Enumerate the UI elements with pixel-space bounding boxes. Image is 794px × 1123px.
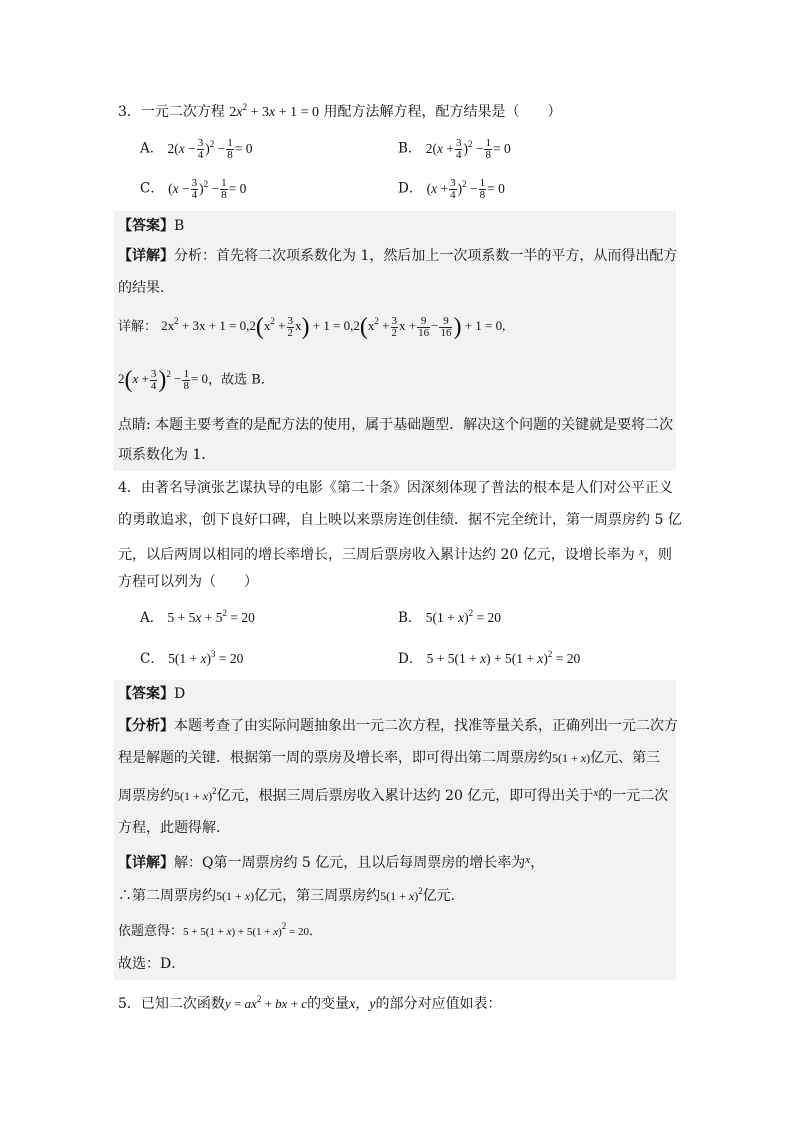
q4-analysis-line1: 【分析】本题考查了由实际问题抽象出一元二次方程，找准等量关系，正确列出一元二次方 (118, 718, 678, 734)
q4-stem-line2: 的勇敢追求，创下良好口碑，自上映以来票房连创佳绩．据不完全统计，第一周票房约 5 亿 (118, 512, 682, 528)
q3-comment-line1: 点睛: 本题主要考查的是配方法的使用，属于基础题型．解决这个问题的关键就是要将二次 (118, 417, 674, 433)
q3-option-c: C． (x − $\frac{3}{4}$ )$^2$ − $\frac{1}{8}$ = 0 (140, 177, 247, 201)
q4-option-a: A． $5 + 5x + 5^2 = 20$ (140, 608, 255, 626)
q4-analysis-line3: 周票房约$5(1 + x)^2$亿元，根据三周后票房收入累计达约 20 亿元，即可得出关于$^x$的一元二次 (118, 786, 669, 804)
q4-detail-line3: 依题意得：$5 + 5(1 + x) + 5(1 + x)^2 = 20$． (118, 921, 323, 939)
q4-detail-line1: 【详解】解：Q第一周票房约 5 亿元，且以后每周票房的增长率为$^x$， (118, 854, 545, 871)
q4-detail-line2: ∴第二周票房约5(1 + x)亿元，第三周票房约$5(1 + x)^2$亿元． (118, 886, 465, 904)
q3-answer: 【答案】B (118, 218, 185, 234)
q3-equation: $2x^2 + 3x + 1 = 0$ (229, 102, 320, 120)
q5-stem: 5．已知二次函数$y = ax^2$ + bx + c的变量x，y的部分对应值如表： (118, 994, 502, 1012)
q4-analysis-line2: 程是解题的关键．根据第一周的票房及增长率，即可得出第二周票房约5(1 + x)亿元、第三 (118, 750, 661, 766)
q3-option-d: D． (x + $\frac{3}{4}$ )$^2$ − $\frac{1}{8}$ = 0 (398, 177, 505, 201)
q3-comment-line2: 项系数化为 1． (118, 447, 216, 463)
q3-detail-line1: 【详解】分析：首先将二次项系数化为 1，然后加上一次项系数一半的平方，从而得出配方 (118, 248, 678, 264)
q3-option-b: B． 2(x + $\frac{3}{4}$ )$^2$ − $\frac{1}{8}$ = 0 (398, 137, 511, 161)
q3-detail-result: 2(x + $\frac{3}{4}$ )$^2$ − $\frac{1}{8}$ = 0，故选 B． (118, 367, 274, 394)
q4-option-c: C． $5(1 + x)^3 = 20$ (140, 649, 244, 667)
q4-detail-line4: 故选：D． (118, 956, 186, 972)
q4-option-d: D． $5 + 5(1 + x) + 5(1 + x)^2 = 20$ (398, 649, 581, 667)
q4-stem-line1: 4．由著名导演张艺谋执导的电影《第二十条》因深刻体现了普法的根本是人们对公平正义 (118, 480, 673, 496)
q4-stem-line4: 方程可以列为（ ） (118, 574, 258, 590)
q3-option-a: A． 2(x − $\frac{3}{4}$ )$^2$ − $\frac{1}{8}$ = 0 (140, 137, 253, 161)
q4-option-b: B． $5(1 + x)^2 = 20$ (398, 608, 501, 626)
q3-detail-line2: 的结果． (118, 280, 174, 296)
q4-stem-line3: 元，以后两周以相同的增长率增长，三周后票房收入累计达约 20 亿元，设增长率为 $^x$，则 (118, 546, 673, 563)
q3-stem: 3．一元二次方程 $2x^2 + 3x + 1 = 0$ 用配方法解方程，配方结果是（ ） (118, 102, 562, 120)
q4-answer: 【答案】D (118, 686, 186, 702)
q4-analysis-line4: 方程，此题得解． (118, 820, 230, 836)
q3-detail-steps: 详解： $2x^2 + 3x + 1 = 0,2(x^2$ + $\frac{3}{2}$ $x) + 1 = 0,2(x^2$ + $\frac{3}{2}$ x + $\frac{9}{16}$ − $\frac{9}{16}$ ) + 1 = 0, (118, 314, 506, 341)
